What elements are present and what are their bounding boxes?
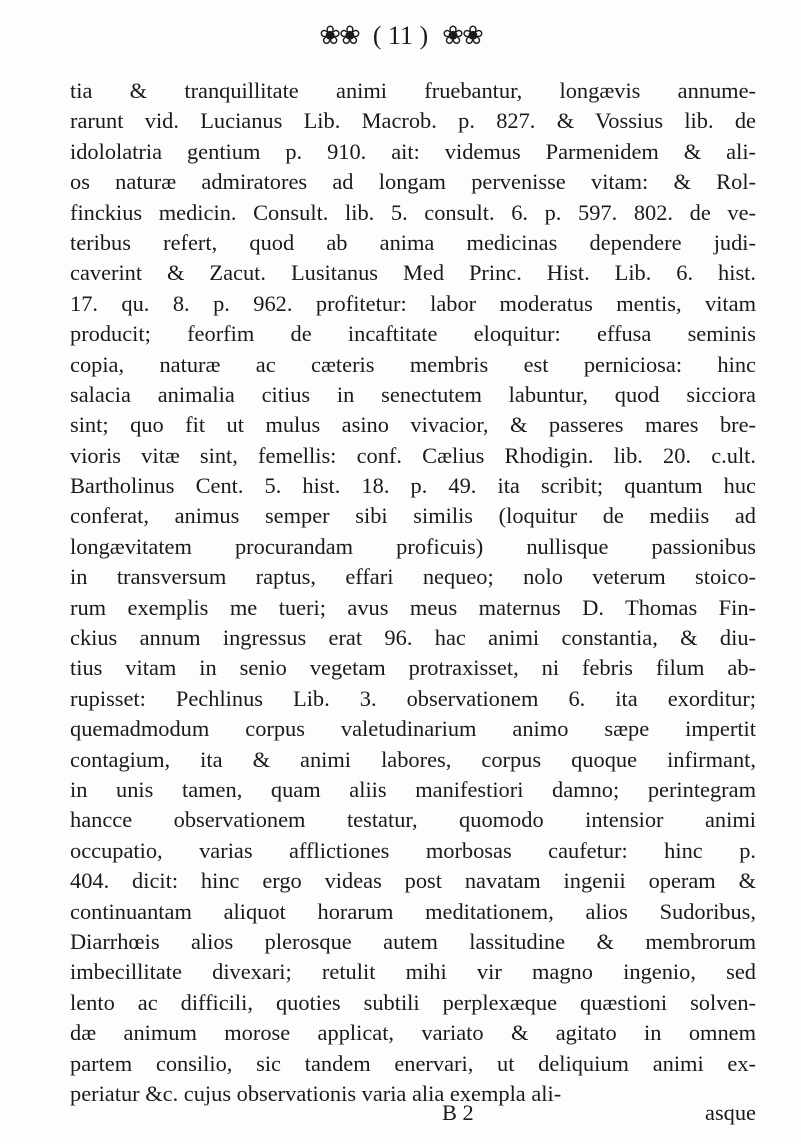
text-line: salacia animalia citius in senectutem labuntur, quod sicciora (70, 381, 756, 407)
text-line: producit; feorfim de incaftitate eloquitur: effusa seminis (70, 321, 756, 347)
text-line: quemadmodum corpus valetudinarium animo sæpe impertit (70, 716, 756, 742)
signature-mark: B 2 (442, 1100, 474, 1125)
text-line: dæ animum morose applicat, variato & agitato in omnem (70, 1020, 756, 1046)
text-line: vioris vitæ sint, femellis: conf. Cælius Rhodigin. lib. 20. c.ult. (70, 442, 756, 468)
text-line: occupatio, varias afflictiones morbosas caufetur: hinc p. (70, 837, 756, 863)
text-line: imbecillitate divexari; retulit mihi vir magno ingenio, sed (70, 959, 756, 985)
text-line: tia & tranquillitate animi fruebantur, longævis annume- (70, 78, 756, 103)
text-line: in unis tamen, quam aliis manifestiori damno; perintegram (70, 776, 756, 802)
text-line: ckius annum ingressus erat 96. hac animi constantia, & diu- (70, 625, 756, 651)
page-footer (70, 1100, 756, 1132)
catchword: asque (705, 1100, 756, 1125)
text-line: contagium, ita & animi labores, corpus quoque infirmant, (70, 746, 756, 772)
text-line: longævitatem procurandam proficuis) nullisque passionibus (70, 533, 756, 559)
text-line: copia, naturæ ac cæteris membris est perniciosa: hinc (70, 351, 756, 377)
text-line: os naturæ admiratores ad longam pervenisse vitam: & Rol- (70, 169, 756, 195)
text-line: tius vitam in senio vegetam protraxisset, ni febris filum ab- (70, 655, 756, 681)
text-line: 17. qu. 8. p. 962. profitetur: labor moderatus mentis, vitam (70, 290, 756, 316)
text-line: partem consilio, sic tandem enervari, ut deliquium animi ex- (70, 1050, 756, 1076)
text-line: lento ac difficili, quoties subtili perplexæque quæstioni solven- (70, 989, 756, 1015)
text-line: rum exemplis me tueri; avus meus maternus D. Thomas Fin- (70, 594, 756, 620)
text-line: hancce observationem testatur, quomodo intensior animi (70, 807, 756, 833)
text-line: periatur &c. cujus observationis varia alia exempla ali- (70, 1080, 562, 1106)
text-line: in transversum raptus, effari nequeo; nolo veterum stoico- (70, 564, 756, 590)
text-line: sint; quo fit ut mulus asino vivacior, & passeres mares bre- (70, 412, 756, 438)
text-line: idololatria gentium p. 910. ait: videmus Parmenidem & ali- (70, 138, 756, 164)
text-line: caverint & Zacut. Lusitanus Med Princ. Hist. Lib. 6. hist. (70, 260, 756, 286)
text-line: conferat, animus semper sibi similis (loquitur de mediis ad (70, 503, 756, 529)
text-line: 404. dicit: hinc ergo videas post navatam ingenii operam & (70, 868, 756, 894)
text-line: rupisset: Pechlinus Lib. 3. observationem 6. ita exorditur; (70, 685, 756, 711)
body-text (70, 76, 756, 1109)
page-header (0, 16, 801, 56)
ornament-left: ❀❀ (319, 21, 359, 50)
page-number: ( 11 ) (372, 21, 429, 50)
text-line: rarunt vid. Lucianus Lib. Macrob. p. 827. & Vossius lib. de (70, 108, 756, 134)
text-line: Diarrhœis alios plerosque autem lassitudine & membrorum (70, 928, 756, 954)
text-line: Bartholinus Cent. 5. hist. 18. p. 49. ita scribit; quantum huc (70, 473, 756, 499)
text-line: finckius medicin. Consult. lib. 5. consult. 6. p. 597. 802. de ve- (70, 199, 756, 225)
ornament-right: ❀❀ (442, 21, 482, 50)
text-line: teribus refert, quod ab anima medicinas dependere judi- (70, 229, 756, 255)
text-line: continuantam aliquot horarum meditationem, alios Sudoribus, (70, 898, 756, 924)
